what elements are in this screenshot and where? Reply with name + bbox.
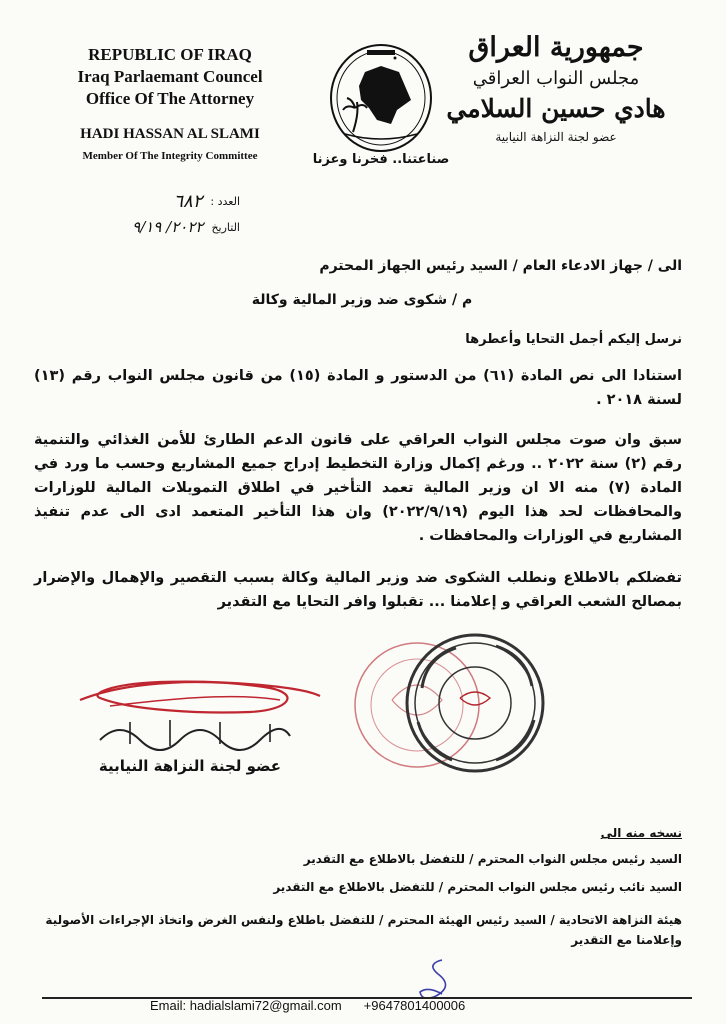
motto: صناعتنا.. فخرنا وعزنا [312,152,450,167]
signatory-role: عضو لجنة النزاهة النيابية [98,757,282,775]
council-name: Iraq Parlaemant Councel [77,67,263,86]
copy-recipient: هيئة النزاهة الاتحادية / السيد رئيس الهيئة المحترم / للتفضل باطلاع ولنفس الغرض واتخاذ الإجراءات الأصولية وإعلامنا مع التقدير [45,913,682,947]
country-name: REPUBLIC OF IRAQ [88,45,252,64]
council-name-ar: مجلس النواب العراقي [472,68,640,89]
subject: م / شكوى ضد وزير المالية وكالة [251,292,473,308]
copy-recipient: السيد نائب رئيس مجلس النواب المحترم / للتفضل بالاطلاع مع التقدير [273,880,682,894]
footer-contact [150,998,670,1013]
letter-date: ٢٠٢٢/ ٩/١٩ [132,218,204,236]
official-seal [400,628,550,778]
office-name: Office Of The Attorney [85,89,255,108]
copies-heading: نسخه منه الى [600,826,682,840]
member-role: Member Of The Integrity Committee [82,150,258,162]
english-letterhead [60,44,280,164]
paragraph-details: سبق وان صوت مجلس النواب العراقي على قانون الدعم الطارئ للأمن الغذائي والتنمية رقم (٢) سنة ٢٠٢٢ .. ورغم إكمال وزارة التخطيط إدراج جميع المشاريع وحسب ما ورد في المادة (٧) منه الا ان وزير المالية تعمد التأخير في اطلاق التمويلات المالية للوزارات والمحافظات لحد هذا اليوم (٢٠٢٢/٩/١٩) وان هذا التأخير المتعمد ادى الى عدم تنفيذ المشاريع في الوزارات والمحافظات . [34,432,682,544]
member-name: HADI HASSAN AL SLAMI [80,126,260,142]
paragraph-legal-basis: استنادا الى نص المادة (٦١) من الدستور و المادة (١٥) من قانون مجلس النواب رقم (١٣) لسنة ٢٠١٨ . [34,368,682,408]
letter-number: ٦٨٢ [173,190,203,212]
parliament-emblem-icon [325,42,437,154]
arabic-letterhead [436,30,676,146]
addressee: الى / جهاز الادعاء العام / السيد رئيس الجهاز المحترم [319,258,682,274]
handwritten-signature [70,670,340,770]
footer-email: Email: hadialslami72@gmail.com [150,998,342,1013]
country-name-ar: جمهورية العراق [468,32,644,63]
date-label: التاريخ [211,220,240,234]
greeting: نرسل إليكم أجمل التحايا وأعطرها [465,332,682,347]
footer-phone: +9647801400006 [363,998,466,1013]
reference-block [70,188,240,240]
copy-recipient: السيد رئيس مجلس النواب المحترم / للتفضل بالاطلاع مع التقدير [303,852,682,866]
member-name-ar: هادي حسين السلامي [446,94,666,123]
number-label: العدد : [210,194,240,208]
paragraph-request: تفضلكم بالاطلاع ونطلب الشكوى ضد وزير المالية وكالة بسبب التقصير والإهمال والإضرار بمصالح الشعب العراقي و إعلامنا ... تقبلوا وافر التحايا مع التقدير [34,570,682,610]
member-role-ar: عضو لجنة النزاهة النيابية [495,130,617,144]
